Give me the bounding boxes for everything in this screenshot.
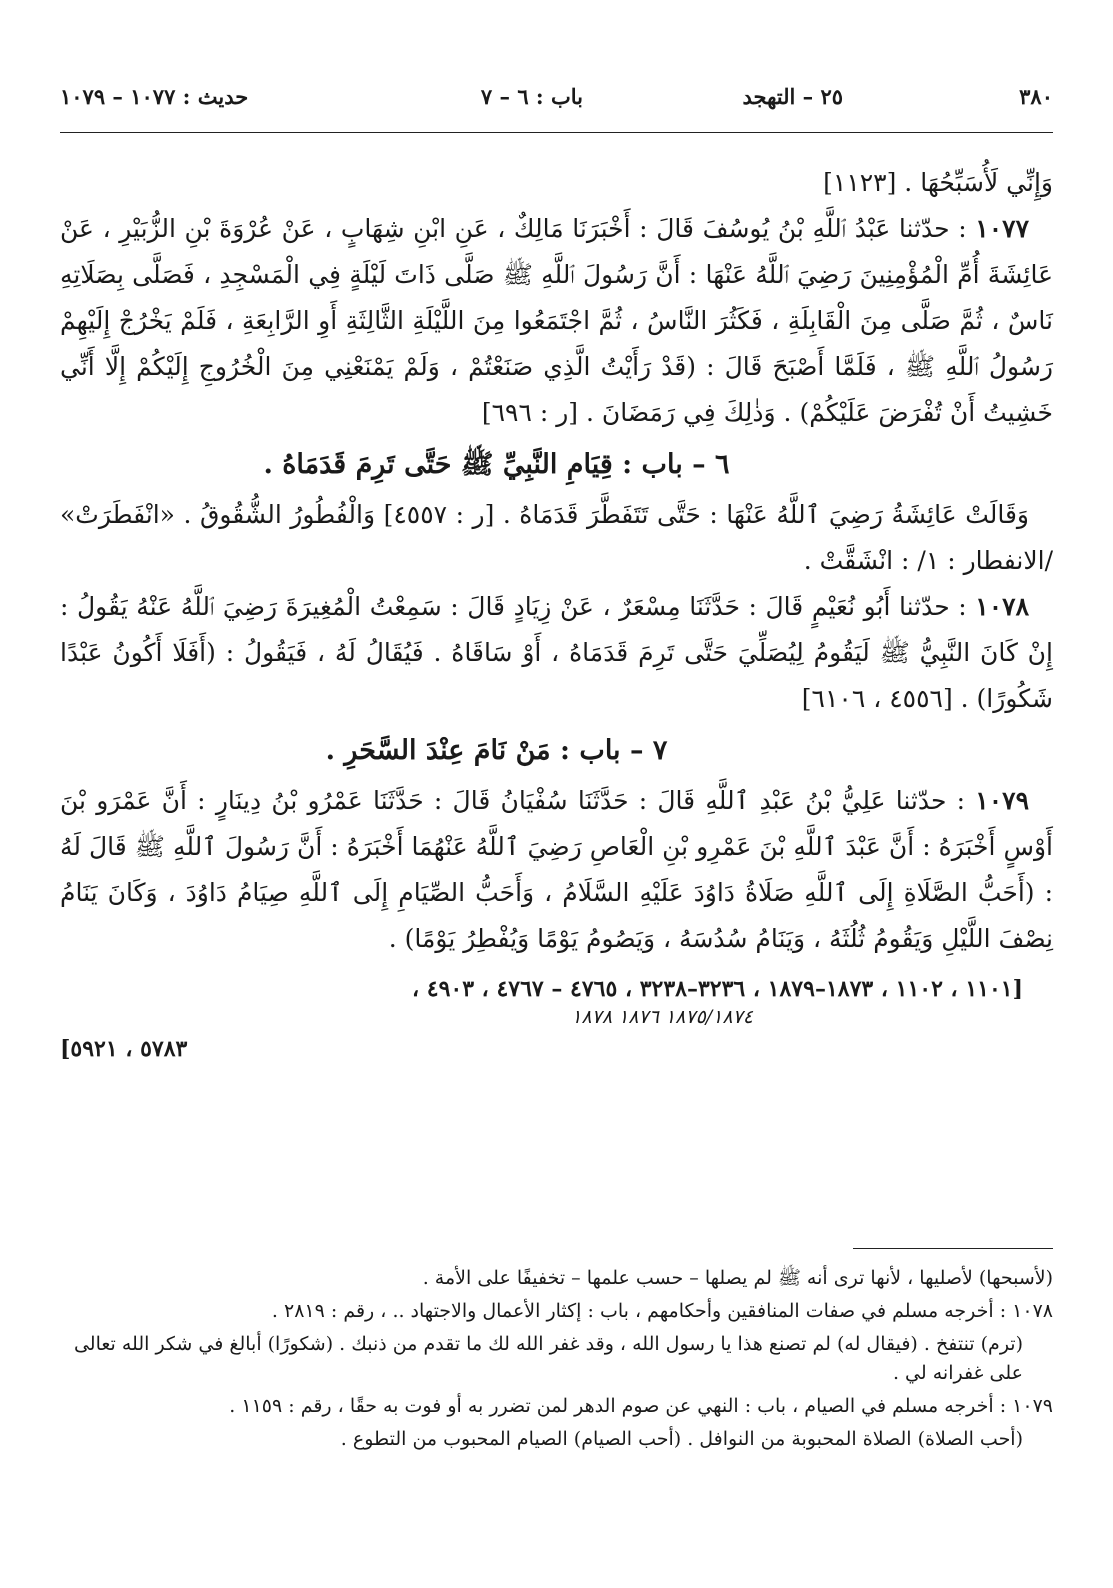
footnote: (لأسبحها) لأصليها ، لأنها ترى أنه ﷺ لم يصلها – حسب علمها – تخفيفًا على الأمة .	[422, 1267, 1053, 1289]
continuation-line: وَإِنِّي لَأُسَبِّحُهَا . [١١٢٣]	[823, 168, 1053, 197]
book-title: ٢٥ – التهجد	[742, 84, 843, 109]
main-text	[60, 160, 1053, 1066]
header-divider	[60, 132, 1053, 133]
page-number: ٣٨٠	[1019, 84, 1053, 109]
hadith-number: ١٠٧٧	[975, 214, 1029, 243]
footnote: ١٠٧٨ : أخرجه مسلم في صفات المنافقين وأحكامهم ، باب : إكثار الأعمال والاجتهاد .. ، رقم : ٢٨١٩ .	[271, 1300, 1053, 1322]
handwritten-note: ١٨٧٥/١٨٧٤ ١٨٧٦ ١٨٧٨	[571, 1006, 753, 1028]
hadith-range: حديث : ١٠٧٧ – ١٠٧٩	[60, 84, 249, 109]
cross-references: [١١٠١ ، ١١٠٢ ، ١٨٧٣–١٨٧٩ ، ٣٢٣٦–٣٢٣٨ ، ٤٧٦٥ – ٤٧٦٧ ، ٤٩٠٣ ،	[411, 976, 1023, 1002]
hadith-number: ١٠٧٩	[975, 786, 1029, 815]
chapter-6-note: وَقَالَتْ عَائِشَةُ رَضِيَ ٱللَّهُ عَنْهَا : حَتَّى تَتَفَطَّرَ قَدَمَاهُ . [ر : ٤٥٥٧] وَالْفُطُورُ الشُّقُوقُ . «انْفَطَرَتْ» /الانفطار : ١/ : انْشَقَّتْ .	[60, 500, 1053, 575]
hadith-1077	[60, 206, 1053, 436]
hadith-1078	[60, 584, 1053, 722]
running-header	[60, 84, 1053, 120]
hadith-1079	[60, 778, 1053, 962]
chapter-heading-6: ٦ – باب : قِيَامِ النَّبِيِّ ﷺ حَتَّى تَرِمَ قَدَمَاهُ .	[263, 449, 730, 480]
footnotes	[60, 1264, 1053, 1458]
hadith-text: : حدّثنا أَبُو نُعَيْمٍ قَالَ : حَدَّثَنَا مِسْعَرٌ ، عَنْ زِيَادٍ قَالَ : سَمِعْتُ الْمُغِيرَةَ رَضِيَ ٱللَّهُ عَنْهُ يَقُولُ : إِنْ كَانَ النَّبِيُّ ﷺ لَيَقُومُ لِيُصَلِّيَ حَتَّى تَرِمَ قَدَمَاهُ ، أَوْ سَاقَاهُ . فَيُقَالُ لَهُ ، فَيَقُولُ : (أَفَلَا أَكُونُ عَبْدًا شَكُورًا) . [٤٥٥٦ ، ٦١٠٦]	[60, 592, 1053, 713]
footnote-divider	[853, 1248, 1053, 1249]
footnote: ١٠٧٩ : أخرجه مسلم في الصيام ، باب : النهي عن صوم الدهر لمن تضرر به أو فوت به حقًا ، رقم : ١١٥٩ .	[229, 1395, 1053, 1417]
hadith-number: ١٠٧٨	[975, 592, 1029, 621]
chapter-heading-7: ٧ – باب : مَنْ نَامَ عِنْدَ السَّحَرِ .	[325, 735, 668, 766]
footnote: (ترم) تنتفخ . (فيقال له) لم تصنع هذا يا رسول الله ، وقد غفر الله لك ما تقدم من ذنبك . (شكورًا) أبالغ في شكر الله تعالى على غفرانه لي .	[73, 1333, 1023, 1384]
footnote: (أحب الصلاة) الصلاة المحبوبة من النوافل . (أحب الصيام) الصيام المحبوب من التطوع .	[340, 1428, 1023, 1450]
hadith-text: : حدّثنا عَبْدُ ٱللَّهِ بْنُ يُوسُفَ قَالَ : أَخْبَرَنَا مَالِكٌ ، عَنِ ابْنِ شِهَابٍ ، عَنْ عُرْوَةَ بْنِ الزُّبَيْرِ ، عَنْ عَائِشَةَ أُمِّ الْمُؤْمِنِينَ رَضِيَ ٱللَّهُ عَنْهَا : أَنَّ رَسُولَ ٱللَّهِ ﷺ صَلَّى ذَاتَ لَيْلَةٍ فِي الْمَسْجِدِ ، فَصَلَّى بِصَلَاتِهِ نَاسٌ ، ثُمَّ صَلَّى مِنَ الْقَابِلَةِ ، فَكَثُرَ النَّاسُ ، ثُمَّ اجْتَمَعُوا مِنَ اللَّيْلَةِ الثَّالِثَةِ أَوِ الرَّابِعَةِ ، فَلَمْ يَخْرُجْ إِلَيْهِمْ رَسُولُ ٱللَّهِ ﷺ ، فَلَمَّا أَصْبَحَ قَالَ : (قَدْ رَأَيْتُ الَّذِي صَنَعْتُمْ ، وَلَمْ يَمْنَعْنِي مِنَ الْخُرُوجِ إِلَيْكُمْ إِلَّا أَنِّي خَشِيتُ أَنْ تُفْرَضَ عَلَيْكُمْ) . وَذٰلِكَ فِي رَمَضَانَ . [ر : ٦٩٦]	[60, 214, 1053, 427]
cross-references-end: ٥٧٨٣ ، ٥٩٢١]	[60, 1036, 188, 1062]
hadith-text: : حدّثنا عَلِيُّ بْنُ عَبْدِ ٱللَّهِ قَالَ : حَدَّثَنَا سُفْيَانُ قَالَ : حَدَّثَنَا عَمْرُو بْنُ دِينَارٍ : أَنَّ عَمْرَو بْنَ أَوْسٍ أَخْبَرَهُ : أَنَّ عَبْدَ ٱللَّهِ بْنَ عَمْرِو بْنِ الْعَاصِ رَضِيَ ٱللَّهُ عَنْهُمَا أَخْبَرَهُ : أَنَّ رَسُولَ ٱللَّهِ ﷺ قَالَ لَهُ : (أَحَبُّ الصَّلَاةِ إِلَى ٱللَّهِ صَلَاةُ دَاوُدَ عَلَيْهِ السَّلَامُ ، وَأَحَبُّ الصِّيَامِ إِلَى ٱللَّهِ صِيَامُ دَاوُدَ ، وَكَانَ يَنَامُ نِصْفَ اللَّيْلِ وَيَقُومُ ثُلُثَهُ ، وَيَنَامُ سُدُسَهُ ، وَيَصُومُ يَوْمًا وَيُفْطِرُ يَوْمًا) .	[60, 786, 1053, 953]
chapter-range: باب : ٦ – ٧	[480, 84, 583, 109]
